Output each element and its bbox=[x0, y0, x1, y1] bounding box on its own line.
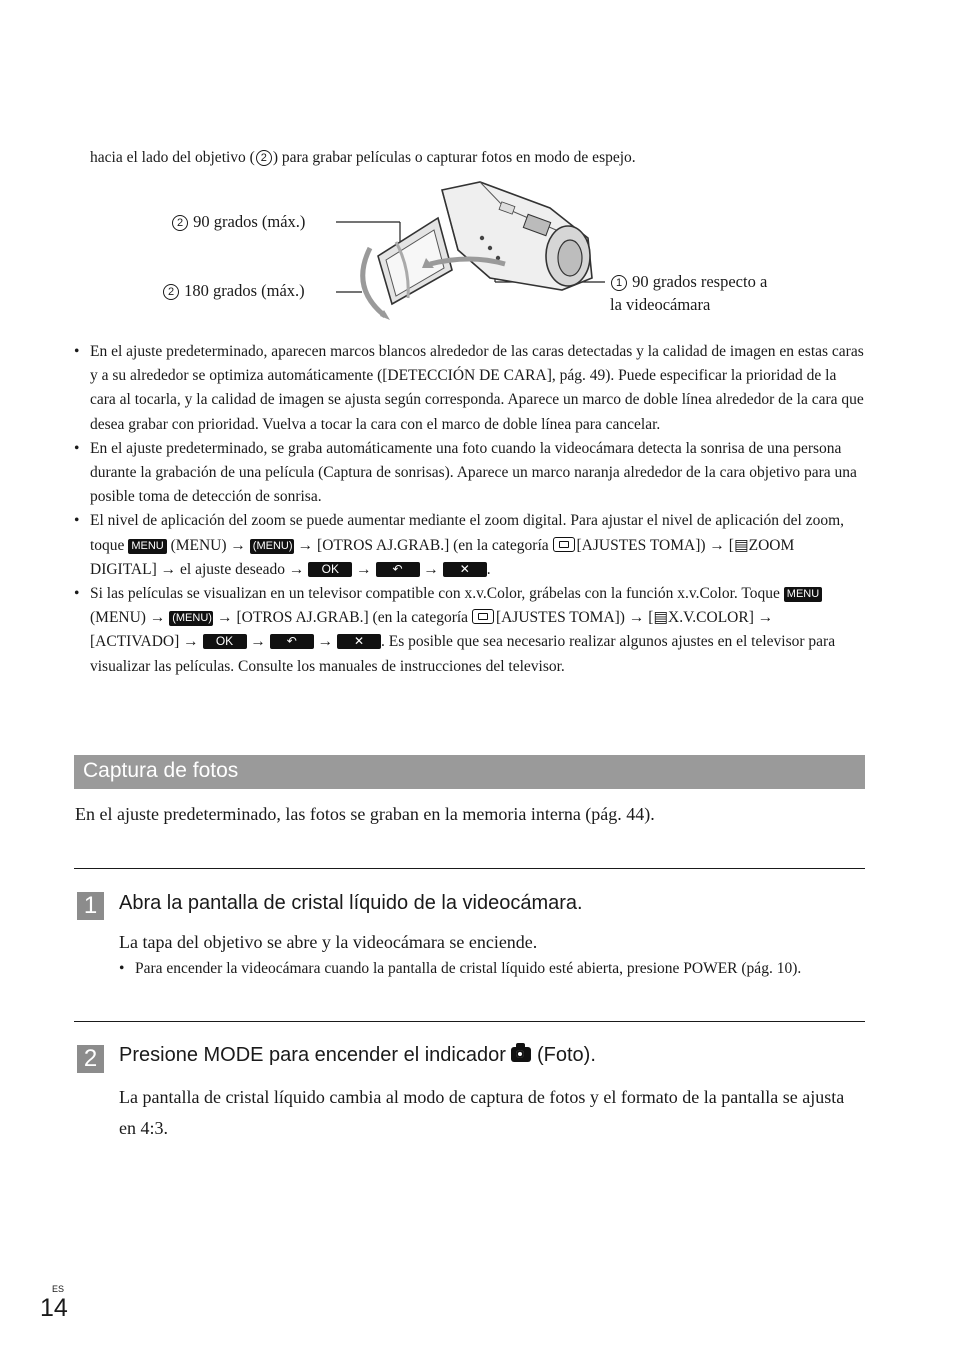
label-camera-angle bbox=[610, 270, 767, 316]
circled-number: 2 bbox=[256, 150, 272, 166]
label-text: 90 grados (máx.) bbox=[193, 212, 306, 231]
step-1-title: Abra la pantalla de cristal líquido de la videocámara. bbox=[119, 892, 583, 914]
language-code: ES bbox=[52, 1284, 65, 1294]
divider bbox=[74, 1021, 865, 1022]
camcorder-illustration bbox=[330, 178, 605, 323]
label-90-degrees bbox=[171, 210, 305, 233]
text: → [OTROS AJ.GRAB.] (en la categoría bbox=[217, 609, 469, 627]
text: Si las películas se visualizan en un televisor compatible con x.v.Color, grábelas con la función x.v.Color. Toque bbox=[90, 585, 780, 603]
arrow: → bbox=[317, 633, 334, 651]
step-1-body: La tapa del objetivo se abre y la videocámara se enciende. bbox=[119, 932, 538, 952]
step-2-body: La pantalla de cristal líquido cambia al modo de captura de fotos y el formato de la pantalla se ajusta en 4:3. bbox=[119, 1087, 845, 1138]
bullet-list bbox=[74, 340, 864, 679]
intro-line bbox=[90, 149, 636, 167]
close-button-icon: ✕ bbox=[337, 634, 381, 649]
text: (MENU) → bbox=[90, 609, 166, 627]
text: → [OTROS AJ.GRAB.] (en la categoría bbox=[297, 536, 549, 554]
text: El nivel de aplicación del zoom se puede aumentar mediante el zoom digital. Para ajustar el nivel de aplicación del zoom, toque bbox=[90, 512, 845, 554]
text: [AJUSTES TOMA]) → [ bbox=[495, 609, 654, 627]
back-button-icon: ↶ bbox=[270, 634, 314, 649]
circled-number: 1 bbox=[611, 275, 627, 291]
step-1-note bbox=[119, 957, 859, 981]
text: . Es posible que sea necesario realizar algunos ajustes en el televisor para visualizar las películas. Consulte los manuales de instrucciones del televisor. bbox=[90, 633, 836, 675]
arrow: → bbox=[356, 560, 372, 578]
arrow: → bbox=[250, 633, 266, 651]
step-2-title-pre: Presione MODE para encender el indicador bbox=[119, 1044, 506, 1066]
ok-button-icon: OK bbox=[203, 634, 247, 649]
camera-settings-icon bbox=[472, 609, 494, 624]
bullet-smile-shutter: • En el ajuste predeterminado, se graba automáticamente una foto cuando la videocámara detecta la sonrisa de una persona durante la grabación de una película (Captura de sonrisas). Aparece un marco naranja alrededor de la cara objetivo para una posible toma de detección de sonrisa. bbox=[74, 437, 864, 510]
label-text: 180 grados (máx.) bbox=[184, 281, 305, 300]
circled-number: 2 bbox=[163, 284, 179, 300]
step-number-2: 2 bbox=[77, 1045, 104, 1073]
section-title: Captura de fotos bbox=[83, 759, 239, 782]
text: X.V.COLOR] → [ACTIVADO] → bbox=[90, 609, 774, 651]
menu-category-icon: (MENU) bbox=[169, 611, 213, 626]
text: ZOOM DIGITAL] → el ajuste deseado → bbox=[90, 536, 795, 578]
section-lead: En el ajuste predeterminado, las fotos se graban en la memoria interna (pág. 44). bbox=[75, 804, 655, 824]
film-icon: ▤ bbox=[733, 536, 749, 554]
bullet-xvcolor bbox=[74, 582, 864, 679]
label-text-line1: 90 grados respecto a bbox=[632, 272, 768, 291]
ok-button-icon: OK bbox=[308, 562, 352, 577]
camera-settings-icon bbox=[553, 537, 575, 552]
photo-camera-icon bbox=[511, 1047, 531, 1062]
step-2-title-post: (Foto). bbox=[537, 1044, 596, 1066]
label-text-line2: la videocámara bbox=[610, 295, 711, 314]
intro-text-pre: hacia el lado del objetivo ( bbox=[90, 149, 255, 166]
text: (MENU) → bbox=[170, 536, 246, 554]
back-button-icon: ↶ bbox=[376, 562, 420, 577]
step-2-title bbox=[119, 1044, 596, 1067]
text: [AJUSTES TOMA]) → [ bbox=[576, 536, 734, 554]
circled-number: 2 bbox=[172, 215, 188, 231]
film-icon: ▤ bbox=[653, 609, 669, 627]
bullet-digital-zoom bbox=[74, 509, 864, 582]
arrow: → bbox=[423, 560, 439, 578]
page-number: 14 bbox=[40, 1294, 68, 1322]
section-heading-bar bbox=[74, 755, 865, 789]
close-button-icon: ✕ bbox=[443, 562, 487, 577]
menu-category-icon: (MENU) bbox=[250, 539, 294, 554]
menu-button-icon: MENU bbox=[784, 587, 822, 602]
divider bbox=[74, 868, 865, 869]
step-1-note-text: • Para encender la videocámara cuando la pantalla de cristal líquido esté abierta, presione POWER (pág. 10). bbox=[119, 957, 859, 981]
menu-button-icon: MENU bbox=[128, 539, 166, 554]
step-number-1: 1 bbox=[77, 892, 104, 920]
bullet-face-detection: • En el ajuste predeterminado, aparecen marcos blancos alrededor de las caras detectadas y la calidad de imagen en estas caras y a su alrededor se optimiza automáticamente ([DETECCIÓN DE CARA], pág. 49). Puede especificar la prioridad de la cara al tocarla, y la calidad de imagen se ajusta según corresponda. Aparece un marco de doble línea alrededor de la cara que desea grabar con prioridad. Vuelva a tocar la cara con el marco de doble línea para cancelar. bbox=[74, 340, 864, 437]
label-180-degrees bbox=[162, 279, 305, 302]
intro-text-post: ) para grabar películas o capturar fotos en modo de espejo. bbox=[272, 149, 636, 166]
text: . bbox=[486, 560, 491, 578]
